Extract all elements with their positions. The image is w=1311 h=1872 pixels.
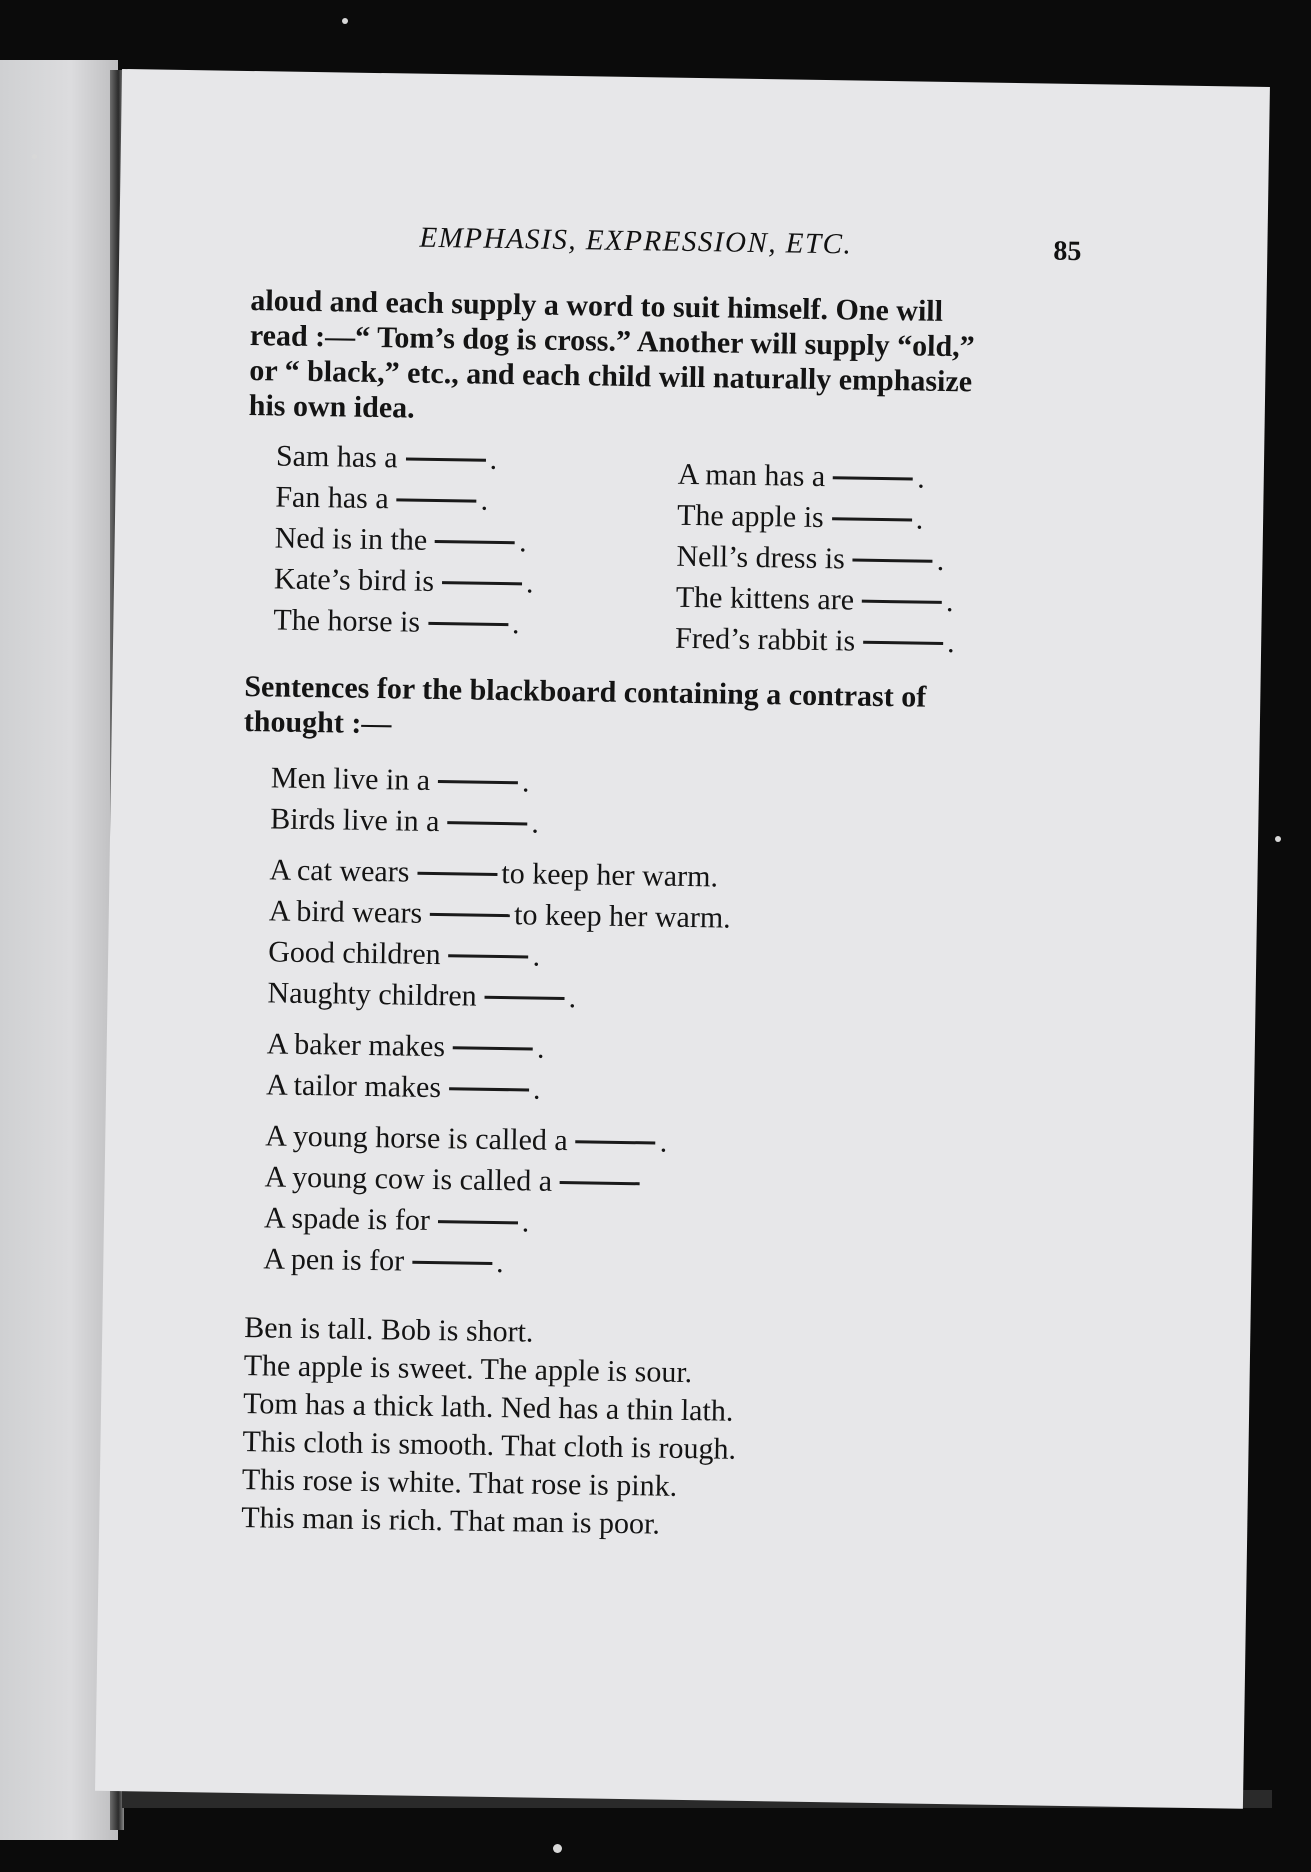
blank-line xyxy=(832,517,912,521)
contrast-sentence: Tom has a thick lath. Ned has a thin lath. xyxy=(242,1387,734,1428)
exercise-text: Sam has a xyxy=(275,439,398,475)
exercise-text: The horse is xyxy=(273,603,421,639)
exercise-text: The apple is xyxy=(676,498,824,535)
blank-line xyxy=(560,1181,640,1185)
blank-line xyxy=(853,558,933,562)
blank-line xyxy=(417,871,497,875)
blank-line xyxy=(833,476,913,480)
book-page xyxy=(95,69,1270,1809)
sentence-tail: . xyxy=(521,765,530,799)
blank-line xyxy=(485,995,565,999)
exercise-text: Nell’s dress is xyxy=(676,539,846,576)
text-line: Sentences for the blackboard containing a contrast of xyxy=(244,669,927,714)
sentence-tail: . xyxy=(495,1246,504,1280)
sentence-text: A baker makes xyxy=(266,1027,446,1064)
exercise-item: Sam has a . xyxy=(275,439,498,476)
exercise-item: Kate’s bird is . xyxy=(273,562,534,600)
page-header xyxy=(120,217,1268,268)
page-number: 85 xyxy=(1053,235,1082,268)
sentence-tail: . xyxy=(532,939,541,973)
sentence-text: A bird wears xyxy=(268,894,423,930)
blank-line xyxy=(447,821,527,825)
sentence-text: A pen is for xyxy=(263,1242,405,1278)
sentence-text: Naughty children xyxy=(267,976,477,1013)
exercise-left-column xyxy=(273,435,536,644)
sentence-tail: . xyxy=(568,981,577,1015)
sentence-tail: to keep her warm. xyxy=(513,898,731,935)
blank-line xyxy=(863,640,943,644)
exercise-right-column xyxy=(675,454,958,663)
exercise-text: The kittens are xyxy=(675,580,855,617)
blank-line xyxy=(442,581,522,585)
exercise-item: The apple is . xyxy=(676,498,924,536)
scan-speck xyxy=(553,1844,562,1853)
blank-line xyxy=(862,599,942,603)
sentence-tail: . xyxy=(532,1072,541,1106)
scan-speck xyxy=(32,154,37,159)
blank-line xyxy=(430,913,510,917)
sentence-group xyxy=(266,1023,1079,1118)
sentence-text: A young horse is called a xyxy=(265,1119,568,1158)
intro-paragraph xyxy=(249,283,1091,436)
blank-line xyxy=(406,457,486,461)
sentence-tail: . xyxy=(536,1031,545,1065)
exercise-text: Kate’s bird is xyxy=(273,562,435,598)
text-line: or “ black,” etc., and each child will naturally emphasize xyxy=(249,354,973,399)
contrast-sentence: The apple is sweet. The apple is sour. xyxy=(243,1349,693,1390)
sentence-text: Birds live in a xyxy=(270,802,440,839)
exercise-item: The kittens are . xyxy=(675,580,954,619)
text-line: thought :— xyxy=(243,704,392,741)
sentence-tail xyxy=(644,1166,645,1199)
sentence-text: Good children xyxy=(267,935,441,972)
exercise-text: A man has a xyxy=(677,457,826,494)
blank-line xyxy=(438,1220,518,1224)
sentence-text: A cat wears xyxy=(269,853,410,889)
contrast-sentence: This rose is white. That rose is pink. xyxy=(241,1463,678,1503)
blank-line xyxy=(449,954,529,958)
exercise-item: Ned is in the . xyxy=(274,521,527,559)
exercise-item: Fan has a . xyxy=(275,480,489,517)
sentence-group xyxy=(263,1115,1077,1292)
blank-line xyxy=(397,498,477,502)
exercise-text: Fred’s rabbit is xyxy=(674,621,856,658)
blank-line xyxy=(435,540,515,544)
sentence-text: A spade is for xyxy=(263,1201,431,1237)
blank-line xyxy=(428,621,508,625)
scan-speck xyxy=(1275,836,1281,842)
blank-line xyxy=(438,780,518,784)
blank-line xyxy=(576,1140,656,1144)
text-line: aloud and each supply a word to suit himself. One will xyxy=(250,284,944,328)
exercise-item: Nell’s dress is . xyxy=(676,539,945,577)
exercise-text: Fan has a xyxy=(275,480,389,516)
text-line: read :—“ Tom’s dog is cross.” Another will supply “old,” xyxy=(249,319,975,364)
exercise-item: A man has a . xyxy=(677,457,925,495)
sentence-tail: . xyxy=(659,1125,668,1159)
page-body xyxy=(231,283,1091,1550)
sentence-tail: to keep her warm. xyxy=(501,857,719,894)
sentence-text: Men live in a xyxy=(270,761,431,797)
exercise-text: Ned is in the xyxy=(274,521,428,557)
exercise-item: The horse is . xyxy=(273,603,520,641)
sentence-text: A young cow is called a xyxy=(264,1160,553,1198)
text-line: his own idea. xyxy=(248,389,415,425)
emphasis-exercise xyxy=(245,435,1088,664)
sentence-tail: . xyxy=(531,806,540,840)
blank-line xyxy=(453,1046,533,1050)
running-head: EMPHASIS, EXPRESSION, ETC. xyxy=(419,221,853,261)
sentence-group xyxy=(270,757,1083,852)
sentence-group xyxy=(267,849,1081,1026)
sentence-text: A tailor makes xyxy=(265,1068,442,1105)
contrast-intro-paragraph xyxy=(244,669,1085,752)
exercise-item: Fred’s rabbit is . xyxy=(674,621,955,660)
blackboard-sentences xyxy=(235,757,1083,1292)
blank-line xyxy=(449,1087,529,1091)
contrast-sentence: This cloth is smooth. That cloth is rough. xyxy=(242,1425,737,1466)
scan-speck xyxy=(342,18,348,24)
contrast-sentences xyxy=(231,1309,1074,1550)
blank-line xyxy=(412,1260,492,1264)
contrast-sentence: Ben is tall. Bob is short. xyxy=(244,1311,534,1349)
contrast-sentence: This man is rich. That man is poor. xyxy=(241,1501,661,1541)
sentence-tail: . xyxy=(521,1205,530,1239)
